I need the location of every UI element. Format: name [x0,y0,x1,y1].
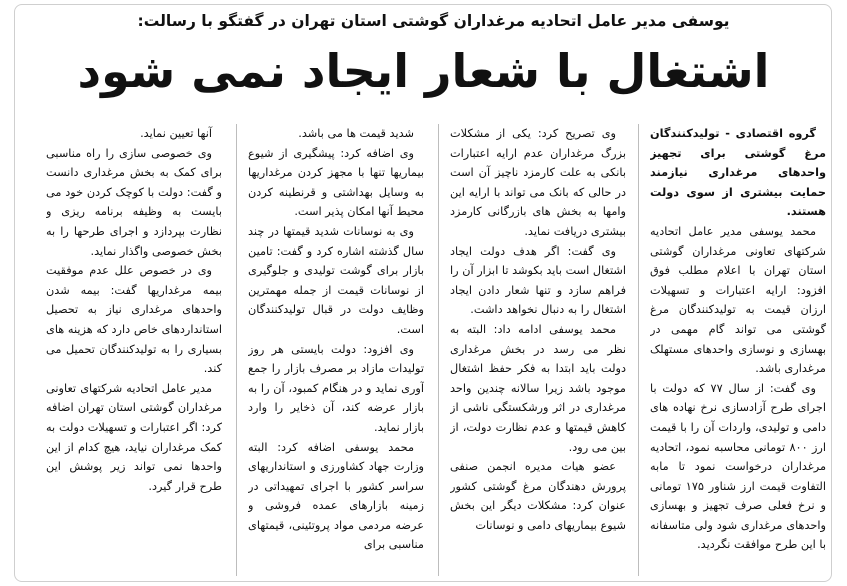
column-divider [638,124,639,576]
column-4 [46,124,222,580]
body-paragraph: آنها تعیین نماید. [140,127,212,140]
body-paragraph: وی اضافه کرد: پیشگیری از شیوع بیماریها تنها با مجهز کردن مرغداریها به وسایل بهداشتی و قرنطینه کردن محیط آنها امکان پذیر است. [248,146,424,219]
body-paragraph: مدیر عامل اتحادیه شرکتهای تعاونی مرغداران گوشتی استان تهران اضافه کرد: اگر اعتبارات و تسهیلات دولت به کمک مرغداران نیاید، هیچ کدام از این واحدها نمی تواند زیر پوشش این طرح قرار گیرد. [46,381,222,493]
column-3 [248,124,424,580]
body-paragraph: وی خصوصی سازی را راه مناسبی برای کمک به بخش مرغداری دانست و گفت: دولت با کوچک کردن خود می بایست به وظیفه برنامه ریزی و نظارت بپردازد و اجرای طرحها را به بخش خصوصی واگذار نماید. [46,146,222,258]
body-paragraph: محمد یوسفی مدیر عامل اتحادیه شرکتهای تعاونی مرغداران گوشتی استان تهران با اعلام مطلب فوق افزود: ارایه اعتبارات و تسهیلات ارزان قیمت به تولیدکنندگان مرغ گوشتی می تواند گام مهمی در بهسازی و نوسازی واحدهای مستهلک مرغداری باشد. [650,224,826,376]
body-paragraph: وی گفت: اگر هدف دولت ایجاد اشتغال است باید بکوشد تا ابزار آن را فراهم سازد و تنها شعار دادن ایجاد اشتغال را به دنبال نخواهد داشت. [450,244,626,317]
body-paragraph: وی افزود: دولت بایستی هر روز تولیدات مازاد بر مصرف بازار را جمع آوری نماید و در هنگام کمبود، آن را به بازار عرضه کند، آن ذخایر را وارد بازار نماید. [248,342,424,434]
column-divider [236,124,237,576]
body-paragraph: وی گفت: از سال ۷۷ که دولت با اجرای طرح آزادسازی نرخ نهاده های دامی و تولیدی، واردات آن را با قیمت ارز ۸۰۰ تومانی محاسبه نمود، اتحادیه مرغداران درخواست نمود تا مابه التفاوت قیمت ارز شناور ۱۷۵ تومانی و نرخ فعلی صرف تجهیز و بهسازی واحدهای مرغداری شود ولی متاسفانه با این طرح موافقت نگردید. [650,381,826,552]
article-kicker: یوسفی مدیر عامل اتحادیه مرغداران گوشتی استان تهران در گفتگو با رسالت: [137,12,730,30]
article-headline: اشتغال با شعار ایجاد نمی شود [77,44,770,98]
body-paragraph: وی تصریح کرد: یکی از مشکلات بزرگ مرغداران عدم ارایه اعتبارات بانکی به علت کارمزد ناچیز آن است در حالی که بانک می تواند با ارایه این وامها به بخش های بازرگانی کارمزد بیشتری دریافت نماید. [450,127,626,238]
body-paragraph: شدید قیمت ها می باشد. [298,127,414,140]
column-divider [438,124,439,576]
body-paragraph: محمد یوسفی اضافه کرد: البته وزارت جهاد کشاورزی و استانداریهای سراسر کشور با اجرای تمهیداتی در زمینه بازارهای عمده فروشی و عرضه مردمی مواد پروتئینی، قیمتهای مناسبی برای [248,440,424,552]
lead-paragraph: گروه اقتصادی - تولیدکنندگان مرغ گوشتی برای تجهیز واحدهای مرغداری نیازمند حمایت بیشتری از سوی دولت هستند. [650,127,826,219]
body-paragraph: وی به نوسانات شدید قیمتها در چند سال گذشته اشاره کرد و گفت: تامین بازار برای گوشت تولیدی و جلوگیری از نوسانات قیمت از جمله مهمترین وظایف دولت در قبال تولیدکنندگان است. [248,224,424,336]
body-paragraph: عضو هیات مدیره انجمن صنفی پرورش دهندگان مرغ گوشتی کشور عنوان کرد: مشکلات دیگر این بخش شیوع بیماریهای دامی و نوسانات [450,460,626,532]
article-body [20,124,836,582]
body-paragraph: وی در خصوص علل عدم موفقیت بیمه مرغداریها گفت: بیمه شدن واحدهای مرغداری نیاز به تحصیل استانداردهای خاص دارد که هزینه های بسیاری را به تولیدکنندگان تحمیل می کند. [46,264,222,376]
body-paragraph: محمد یوسفی ادامه داد: البته به نظر می رسد در بخش مرغداری دولت باید ابتدا به فکر حفظ اشتغال موجود باشد زیرا سالانه چندین واحد مرغداری در اثر ورشکستگی ناشی از کاهش قیمتها و عدم نظارت دولت، از بین می رود. [450,322,626,454]
column-1 [650,124,826,580]
column-2 [450,124,626,580]
